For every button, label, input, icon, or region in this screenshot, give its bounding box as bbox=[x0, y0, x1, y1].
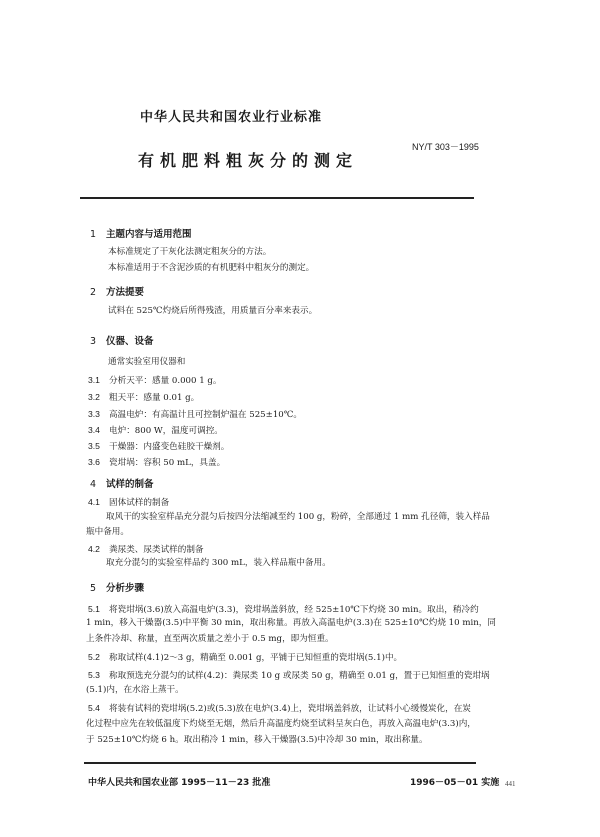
paragraph-line: 取充分混匀的实验室样品约 300 mL，装入样品瓶中备用。 bbox=[106, 558, 331, 568]
item-text: 粪尿类、尿类试样的制备 bbox=[109, 545, 204, 555]
item-text: 称取预选充分混匀的试样(4.2)：粪尿类 10 g 或尿类 50 g，精确至 0.01 g，置于已知恒重的瓷坩埚 bbox=[109, 671, 490, 681]
paragraph: 通常实验室用仪器和 bbox=[108, 357, 186, 367]
standard-code: NY/T 303－1995 bbox=[412, 142, 479, 152]
section-number: 3 bbox=[90, 336, 97, 347]
paragraph-line: 于 525±10℃灼烧 6 h。取出稍冷 1 min，移入干燥器(3.5)中冷却 30 min，取出称量。 bbox=[86, 735, 428, 745]
list-item bbox=[88, 702, 471, 714]
list-item bbox=[88, 440, 229, 452]
section-heading-3 bbox=[90, 333, 154, 347]
list-item bbox=[88, 456, 225, 468]
item-number: 3.3 bbox=[88, 409, 100, 419]
paragraph: 本标准规定了干灰化法测定粗灰分的方法。 bbox=[108, 247, 272, 257]
paragraph-line: 取风干的实验室样品充分混匀后按四分法缩减至约 100 g，粉碎，全部通过 1 mm 孔径筛，装入样品 bbox=[106, 512, 490, 522]
header-divider bbox=[80, 197, 474, 199]
list-item bbox=[88, 651, 402, 663]
document-title: 有机肥料粗灰分的测定 bbox=[138, 151, 359, 170]
paragraph-line: 上条件冷却、称量，直至两次质量之差小于 0.5 mg，即为恒重。 bbox=[86, 634, 334, 644]
paragraph-line: 化过程中应先在较低温度下灼烧至无烟，然后升高温度灼烧至试料呈灰白色，再放入高温电炉(3.3)内， bbox=[86, 719, 476, 729]
section-title: 仪器、设备 bbox=[106, 336, 154, 347]
item-text: 固体试样的制备 bbox=[109, 498, 170, 508]
section-number: 4 bbox=[90, 479, 97, 490]
item-number: 3.1 bbox=[88, 375, 100, 385]
item-number: 3.4 bbox=[88, 425, 100, 435]
section-number: 5 bbox=[90, 583, 97, 594]
section-title: 分析步骤 bbox=[106, 583, 145, 594]
item-number: 3.2 bbox=[88, 392, 100, 402]
item-text: 分析天平：感量 0.000 1 g。 bbox=[109, 376, 222, 386]
item-number: 5.4 bbox=[88, 703, 100, 713]
item-number: 5.1 bbox=[88, 604, 100, 614]
paragraph: 试料在 525℃灼烧后所得残渣，用质量百分率来表示。 bbox=[108, 306, 318, 316]
list-item bbox=[88, 669, 490, 681]
section-heading-1 bbox=[90, 226, 192, 240]
list-item bbox=[88, 408, 302, 420]
item-text: 干燥器：内盛变色硅胶干燥剂。 bbox=[109, 442, 230, 452]
item-text: 将瓷坩埚(3.6)放入高温电炉(3.3)，瓷坩埚盖斜放，经 525±10℃下灼烧 30 min。取出，稍冷约 bbox=[109, 605, 479, 615]
list-item bbox=[88, 603, 479, 615]
section-heading-4 bbox=[90, 476, 154, 490]
section-title: 试样的制备 bbox=[106, 479, 154, 490]
page-number: 441 bbox=[505, 780, 516, 788]
implementation-date: 1996－05－01 实施 bbox=[410, 778, 500, 788]
list-item bbox=[88, 424, 223, 436]
footer-divider bbox=[84, 762, 476, 764]
section-number: 2 bbox=[90, 287, 97, 298]
item-text: 粗天平：感量 0.01 g。 bbox=[109, 393, 200, 403]
item-text: 高温电炉：有高温计且可控制炉温在 525±10℃。 bbox=[109, 410, 302, 420]
section-title: 方法提要 bbox=[106, 287, 145, 298]
item-text: 称取试样(4.1)2～3 g，精确至 0.001 g，平铺于已知恒重的瓷坩埚(5.1)中。 bbox=[109, 653, 403, 663]
item-number: 4.2 bbox=[88, 544, 100, 554]
subsection-heading bbox=[88, 543, 204, 555]
issuing-organization: 中华人民共和国农业行业标准 bbox=[140, 110, 323, 125]
section-heading-5 bbox=[90, 580, 144, 594]
item-number: 4.1 bbox=[88, 497, 100, 507]
list-item bbox=[88, 374, 222, 386]
item-number: 3.6 bbox=[88, 457, 100, 467]
item-text: 瓷坩埚：容积 50 mL，具盖。 bbox=[109, 458, 226, 468]
section-heading-2 bbox=[90, 284, 144, 298]
item-number: 5.2 bbox=[88, 652, 100, 662]
list-item bbox=[88, 391, 199, 403]
paragraph-line: 瓶中备用。 bbox=[86, 527, 129, 537]
paragraph: 本标准适用于不含泥沙质的有机肥料中粗灰分的测定。 bbox=[108, 263, 315, 273]
item-number: 5.3 bbox=[88, 670, 100, 680]
paragraph-line: 1 min，移入干燥器(3.5)中平衡 30 min，取出称量。再放入高温电炉(3.3)在 525±10℃灼烧 10 min，同 bbox=[86, 618, 496, 628]
approval-date: 中华人民共和国农业部 1995－11－23 批准 bbox=[88, 778, 271, 788]
subsection-heading bbox=[88, 496, 169, 508]
item-number: 3.5 bbox=[88, 441, 100, 451]
item-text: 电炉：800 W，温度可调控。 bbox=[109, 426, 223, 436]
section-number: 1 bbox=[90, 229, 97, 240]
item-text: 将装有试料的瓷坩埚(5.2)或(5.3)放在电炉(3.4)上，瓷坩埚盖斜放，让试料小心缓慢炭化，在炭 bbox=[109, 704, 471, 714]
section-title: 主题内容与适用范围 bbox=[106, 229, 192, 240]
paragraph-line: (5.1)内，在水浴上蒸干。 bbox=[86, 685, 184, 695]
